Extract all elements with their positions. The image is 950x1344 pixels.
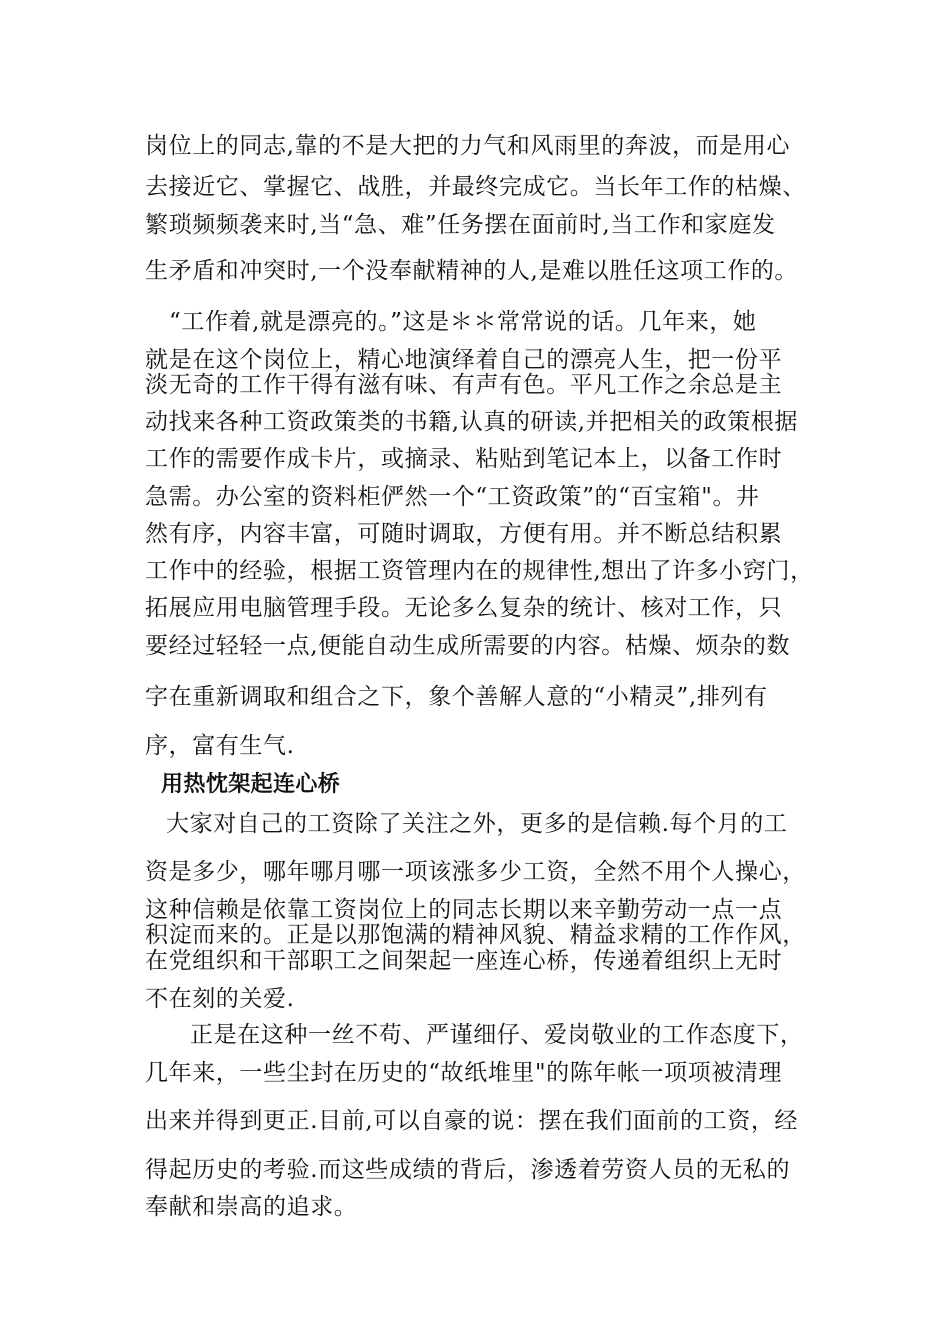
paragraph-line: 几年来，一些尘封在历史的“故纸堆里"的陈年帐一项项被清理 [145,1060,783,1086]
paragraph-line: 就是在这个岗位上，精心地演绎着自己的漂亮人生，把一份平 [145,347,783,373]
paragraph-line: 字在重新调取和组合之下，象个善解人意的“小精灵”,排列有 [145,684,768,710]
paragraph-line: 拓展应用电脑管理手段。无论多么复杂的统计、核对工作，只 [145,595,783,621]
paragraph-line: 岗位上的同志,靠的不是大把的力气和风雨里的奔波，而是用心 [145,133,791,159]
paragraph-line: 工作的需要作成卡片，或摘录、粘贴到笔记本上，以备工作时 [145,446,783,472]
paragraph-line: 不在刻的关爱. [145,986,295,1012]
paragraph-line: 积淀而来的。正是以那饱满的精神风貌、精益求精的工作作风， [145,922,806,948]
section-heading: 用热忱架起连心桥 [161,772,341,797]
paragraph-line: 出来并得到更正.目前,可以自豪的说：摆在我们面前的工资，经 [145,1108,799,1134]
paragraph-line: 奉献和崇高的追求。 [145,1194,358,1220]
paragraph-line: 繁琐频频袭来时,当“急、难”任务摆在面前时,当工作和家庭发 [145,212,776,238]
paragraph-line: 这种信赖是依靠工资岗位上的同志长期以来辛勤劳动一点一点 [145,897,783,923]
paragraph-line: 生矛盾和冲突时,一个没奉献精神的人,是难以胜任这项工作的。 [145,258,799,284]
paragraph-line: 去接近它、掌握它、战胜，并最终完成它。当长年工作的枯燥、 [145,174,806,200]
paragraph-line: 正是在这种一丝不苟、严谨细仔、爱岗敬业的工作态度下， [190,1022,804,1048]
paragraph-line: 资是多少，哪年哪月哪一项该涨多少工资，全然不用个人操心， [145,859,806,885]
paragraph-line: 序，富有生气. [145,733,295,759]
paragraph-line: 要经过轻轻一点,便能自动生成所需要的内容。枯燥、烦杂的数 [145,633,791,659]
paragraph-line: 工作中的经验，根据工资管理内在的规律性,想出了许多小窍门， [145,558,814,584]
paragraph-line: “工作着,就是漂亮的。”这是＊＊常常说的话。几年来，她 [169,309,757,335]
paragraph-line: 大家对自己的工资除了关注之外，更多的是信赖.每个月的工 [166,811,788,837]
paragraph-line: 然有序，内容丰富，可随时调取，方便有用。并不断总结积累 [145,521,783,547]
paragraph-line: 急需。办公室的资料柜俨然一个“工资政策”的“百宝箱"。井 [145,484,760,510]
paragraph-line: 在党组织和干部职工之间架起一座连心桥，传递着组织上无时 [145,948,783,974]
paragraph-line: 得起历史的考验.而这些成绩的背后，渗透着劳资人员的无私的 [145,1157,791,1183]
paragraph-line: 动找来各种工资政策类的书籍,认真的研读,并把相关的政策根据 [145,409,799,435]
paragraph-line: 淡无奇的工作干得有滋有味、有声有色。平凡工作之余总是主 [145,372,783,398]
